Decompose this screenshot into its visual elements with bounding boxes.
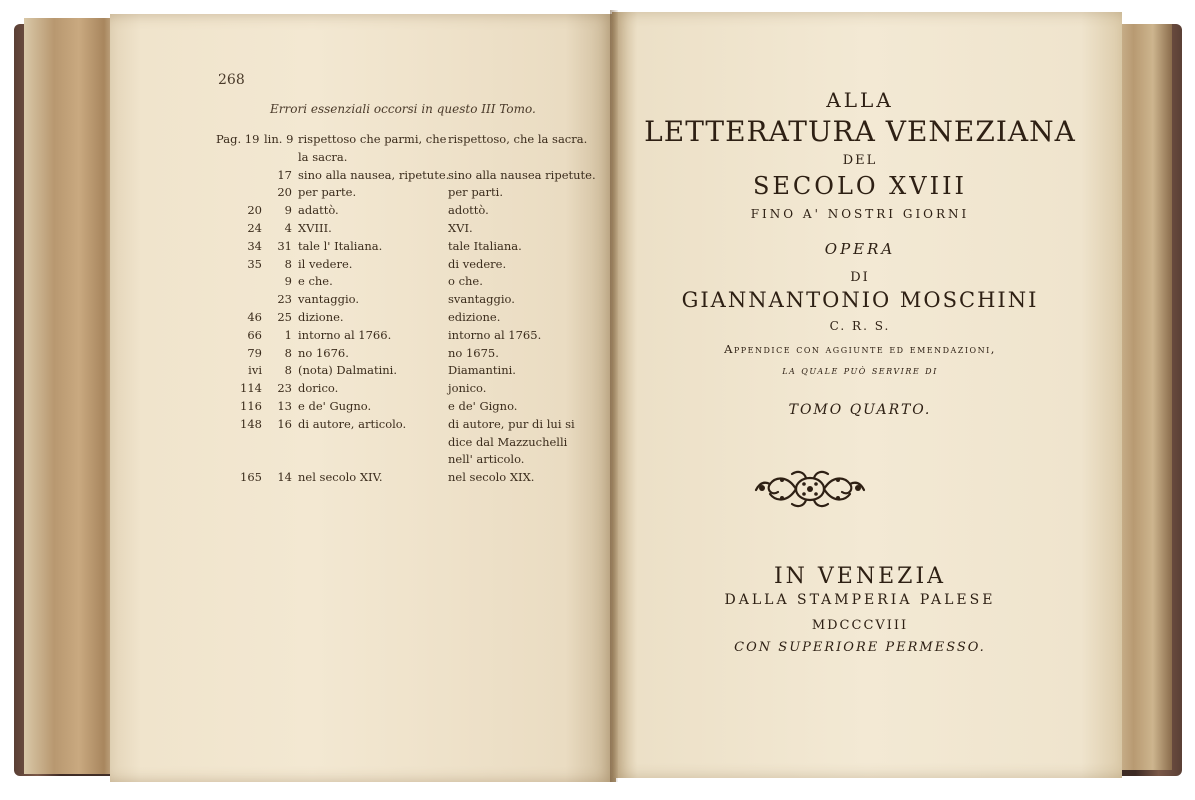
errata-error: sino alla nausea, ripetute. [298,167,450,182]
errata-error: dorico. [298,381,339,396]
errata-correction: sino alla nausea ripetute. [448,167,596,182]
title-line-opera: OPERA [824,240,896,258]
errata-row [216,435,596,453]
errata-row [216,132,596,150]
errata-row [216,274,596,292]
errata-error: e de' Gugno. [298,398,372,413]
title-line-secolo: SECOLO XVIII [752,172,968,200]
errata-page: ivi [248,363,262,378]
errata-error: no 1676. [298,345,349,360]
errata-line: 31 [277,238,292,253]
errata-correction: jonico. [448,381,487,396]
errata-correction: edizione. [448,309,501,324]
title-line-letteratura: LETTERATURA VENEZIANA [644,115,1076,148]
title-line-alla: ALLA [826,88,894,112]
errata-line: 20 [277,185,292,200]
errata-correction: adottò. [448,203,489,218]
errata-correction: no 1675. [448,345,499,360]
author-name: GIANNANTONIO MOSCHINI [681,288,1039,312]
volume-label: TOMO QUARTO. [788,402,932,418]
errata-row [216,363,596,381]
errata-error: nel secolo XIV. [298,470,383,485]
errata-error: tale l' Italiana. [298,238,383,253]
errata-line: 9 [284,203,292,218]
page-number: 268 [218,72,245,88]
errata-correction: rispettoso, che la sacra. [448,132,588,146]
errata-correction: per parti. [448,185,503,200]
errata-correction: nell' articolo. [448,452,525,467]
title-line-di: DI [850,270,870,285]
errata-line: 4 [284,220,292,235]
errata-correction: e de' Gigno. [448,398,518,413]
errata-row [216,346,596,364]
imprint-printer: DALLA STAMPERIA PALESE [724,592,996,608]
errata-row [216,257,596,275]
errata-line: 9 [284,274,292,289]
errata-row [216,381,596,399]
errata-table [216,132,596,488]
author-order: C. R. S. [829,319,891,333]
errata-correction: o che. [448,274,483,289]
errata-line: 8 [284,363,292,378]
errata-line: 13 [277,398,292,413]
errata-correction: di vedere. [448,256,507,271]
errata-page: 34 [247,238,262,253]
errata-correction: di autore, pur di lui si [448,416,575,431]
errata-line: 16 [277,416,292,431]
left-page-stack [24,18,124,774]
errata-page: 165 [240,470,262,485]
errata-row [216,239,596,257]
errata-row [216,452,596,470]
errata-line: 8 [284,345,292,360]
errata-title: Errori essenziali occorsi in questo III Tomo. [270,102,536,116]
errata-error: XVIII. [298,220,332,235]
errata-error: per parte. [298,185,357,200]
errata-correction: Diamantini. [448,363,516,378]
subtitle-appendice: Appendice con aggiunte ed emendazioni, [724,342,996,356]
errata-page: 116 [240,398,262,413]
errata-error: e che. [298,274,333,289]
errata-correction: intorno al 1765. [448,327,542,342]
errata-row [216,168,596,186]
errata-error: (nota) Dalmatini. [298,363,397,378]
errata-correction: svantaggio. [448,292,515,307]
title-line-del: DEL [842,153,878,168]
errata-error: di autore, articolo. [298,416,407,431]
errata-line: lin. 9 [264,132,294,146]
errata-page: 24 [247,220,262,235]
subtitle-servire: la quale può servire di [782,364,938,377]
errata-error: vantaggio. [298,292,360,307]
errata-page: 79 [247,345,262,360]
printer-ornament-icon [752,466,868,512]
errata-error: il vedere. [298,256,353,271]
errata-line: 25 [277,309,292,324]
errata-correction: tale Italiana. [448,238,522,253]
errata-row [216,417,596,435]
errata-line: 14 [277,470,292,485]
errata-page: 114 [240,381,262,396]
errata-page: 46 [247,309,262,324]
imprint-city: IN VENEZIA [773,564,947,589]
errata-line: 23 [277,381,292,396]
errata-line: 8 [284,256,292,271]
errata-error: intorno al 1766. [298,327,392,342]
errata-row [216,150,596,168]
errata-error: dizione. [298,309,344,324]
errata-page: 35 [247,256,262,271]
title-line-fino: FINO A' NOSTRI GIORNI [750,207,970,221]
errata-page: 66 [247,327,262,342]
errata-line: 1 [284,327,292,342]
errata-row [216,203,596,221]
errata-row [216,470,596,488]
errata-page: Pag. 19 [216,132,260,146]
errata-error: rispettoso che parmi, che [298,132,447,146]
errata-row [216,292,596,310]
errata-row [216,399,596,417]
errata-row [216,185,596,203]
imprint-permission: CON SUPERIORE PERMESSO. [734,640,986,655]
errata-page: 20 [247,203,262,218]
errata-error: adattò. [298,203,339,218]
errata-correction: XVI. [448,220,473,235]
errata-error: la sacra. [298,149,348,164]
errata-correction: dice dal Mazzuchelli [448,434,568,449]
imprint-year: MDCCCVIII [811,618,909,633]
errata-page: 148 [240,416,262,431]
errata-row [216,221,596,239]
errata-row [216,310,596,328]
errata-line: 17 [277,167,292,182]
errata-line: 23 [277,292,292,307]
errata-row [216,328,596,346]
errata-correction: nel secolo XIX. [448,470,535,485]
